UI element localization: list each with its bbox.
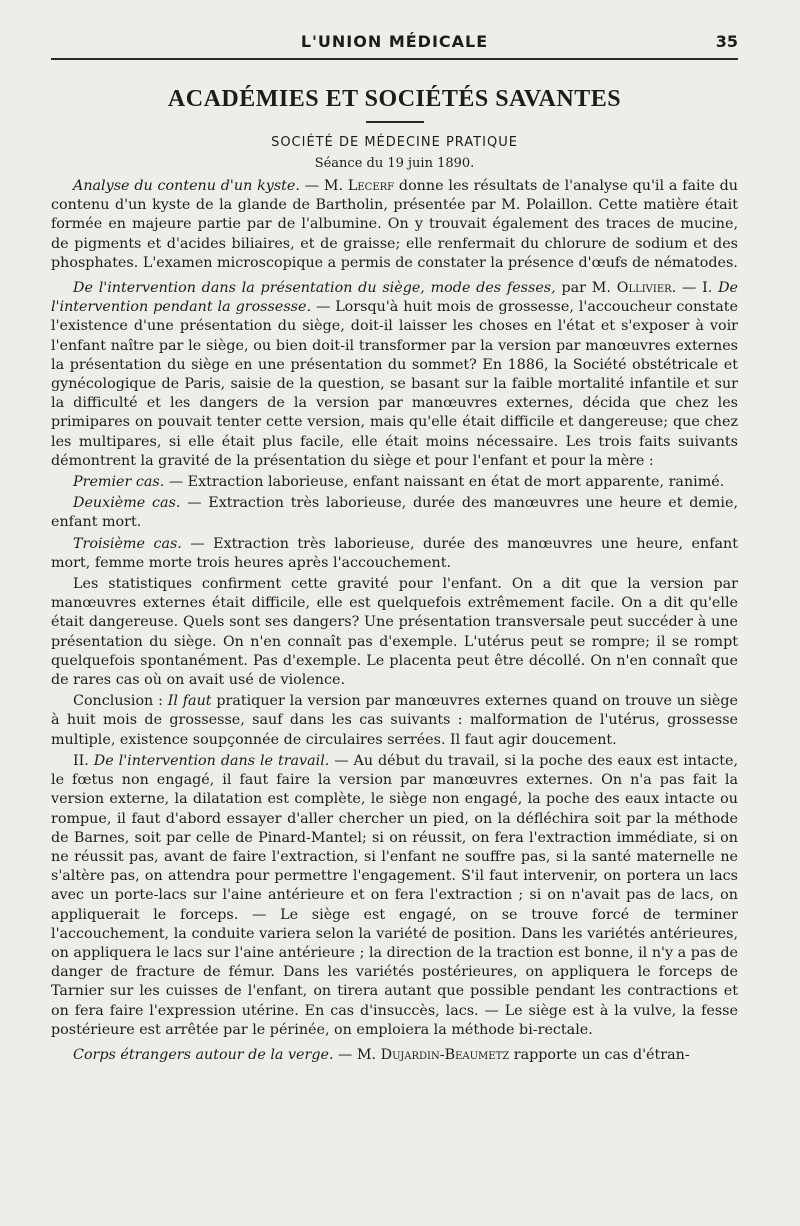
paragraph-dash: — M. (333, 1046, 381, 1063)
case-two (51, 494, 738, 532)
case-text: — Extraction très laborieuse, durée des manœuvres une heure et demie, enfant mort. (51, 495, 739, 531)
case-three (51, 535, 738, 573)
case-one (51, 473, 738, 492)
running-title: L'UNION MÉDICALE (300, 32, 489, 51)
paragraph-dash: — M. (299, 178, 348, 194)
paragraph-separator: . — I. (671, 280, 719, 297)
case-text: — Extraction très laborieuse, durée des manœuvres une heure, enfant mort, femme morte trois heures après l'accouchement. (51, 535, 738, 571)
case-text: — Extraction laborieuse, enfant naissant en état de mort apparente, ranimé. (164, 474, 725, 491)
article-body (51, 177, 738, 1065)
paragraph-kyste (51, 177, 738, 273)
paragraph-text: donne les résultats de l'analyse qu'il a faite du contenu d'un kyste de la glande de Bartholin, présentée par M. Polaillon. Cette matière était formée en majeure partie par de l'albumine. On y trouvait également des traces de mucine, de pigments et d'acides biliaires, et de graisse; elle renfermait du chlorure de sodium et des phosphates. L'examen microscopique a permis de constater la présence d'œufs de nématodes. (51, 178, 738, 271)
paragraph-text: Les statistiques confirment cette gravité pour l'enfant. On a dit que la version par manœuvres externes était difficile, elle est quelquefois extrêmement facile. On a dit qu'elle était dangereuse. Quels sont ses dangers? Une présentation transversale peut succéder à une présentation du siège. On n'en connaît pas d'exemple. L'utérus peut se rompre; il se rompt quelquefois spontanément. Pas d'exemple. Le placenta peut être décollé. On n'en connaît que de rares cas où on avait usé de violence. (51, 576, 738, 689)
section-divider (366, 121, 424, 123)
section-title: ACADÉMIES ET SOCIÉTÉS SAVANTES (167, 86, 622, 112)
paragraph-title: De l'intervention dans le travail. (93, 752, 330, 769)
paragraph-statistics (51, 575, 738, 690)
paragraph-travail (51, 752, 738, 1040)
paragraph-title: De l'intervention dans la présentation du siège, mode des fesses, (73, 280, 556, 297)
paragraph-text: pratiquer la version par manœuvres externes quand on trouve un siège à huit mois de grossesse, sauf dans les cas suivants : malformation de l'utérus, grossesse multiple, existence soupçonnée de circulaires serrées. Il faut agir doucement. (51, 693, 738, 748)
case-label: Troisième cas. (73, 535, 182, 552)
paragraph-title: Corps étrangers autour de la verge. (73, 1046, 334, 1063)
case-label: Deuxième cas. (73, 495, 181, 512)
paragraph-by: par M. (555, 280, 617, 297)
conclusion-lead: Conclusion : (73, 693, 168, 710)
paragraph-text: rapporte un cas d'étran- (509, 1046, 690, 1063)
paragraph-conclusion (51, 692, 738, 750)
section-number: II. (73, 752, 94, 769)
running-header (51, 28, 738, 60)
society-heading: SOCIÉTÉ DE MÉDECINE PRATIQUE (271, 135, 518, 150)
case-label: Premier cas. (73, 474, 165, 491)
conclusion-emphasis: Il faut (167, 693, 212, 710)
paragraph-text: — Lorsqu'à huit mois de grossesse, l'accoucheur constate l'existence d'une présentation du siège, doit-il laisser les choses en l'état et s'exposer à voir l'enfant naître par le siège, ou bien doit-il transformer par la version par manœuvres externes la présentation du siège en une présentation du sommet? En 1886, la Société obstétricale et gynécologique de Paris, saisie de la question, se basant sur la faible mortalité infantile et sur la difficulté et les dangers de la version par manœuvres externes, décida que chez les primipares on pouvait tenter cette version, mais qu'elle était difficile et dangereuse; que chez les multipares, si elle était plus facile, elle était moins nécessaire. Les trois faits suivants démontrent la gravité de la présentation du siège et pour l'enfant et pour la mère : (51, 299, 738, 469)
speaker-name: Lecerf (347, 178, 395, 194)
paragraph-title: Analyse du contenu d'un kyste. (73, 178, 300, 194)
speaker-name: Ollivier (616, 280, 672, 297)
paragraph-text: — Au début du travail, si la poche des eaux est intacte, le fœtus non engagé, il faut faire la version par manœuvres externes. On n'a pas fait la version externe, la dilatation est complète, le siège non engagé, la poche des eaux intacte ou rompue, il faut d'abord essayer d'aller chercher un pied, on la défléchira soit par la méthode de Barnes, soit par celle de Pinard-Mantel; si on réussit, on fera l'extraction immédiate, si on ne réussit pas, avant de faire l'extraction, si l'enfant ne souffre pas, si la santé maternelle ne s'altère pas, on attendra pour permettre l'engagement. S'il faut intervenir, on portera un lacs avec un porte-lacs sur l'aine antérieure et on fera l'extraction ; si on n'avait pas de lacs, on appliquerait le forceps. — Le siège est engagé, on se trouve forcé de terminer l'accouchement, la conduite variera selon la variété de position. Dans les variétés antérieures, on appliquera le lacs sur l'aine antérieure ; la direction de la traction est bonne, il n'y a pas de danger de fracture de fémur. Dans les variétés postérieures, on appliquera le forceps de Tarnier sur les cuisses de l'enfant, on tirera autant que possible pendant les contractions et on fera faire l'expression utérine. En cas d'insuccès, lacs. — Le siège est à la vulve, la fesse postérieure est arrêtée par le périnée, on emploiera la méthode bi-rectale. (51, 752, 738, 1038)
speaker-name: Dujardin-Beaumetz (380, 1046, 510, 1063)
paragraph-corps-etrangers (51, 1046, 738, 1065)
paragraph-presentation-siege (51, 279, 738, 471)
page-number: 35 (715, 32, 738, 51)
session-date: Séance du 19 juin 1890. (314, 156, 475, 171)
paragraph-subtitle: De l'intervention pendant la grossesse. (51, 280, 738, 316)
